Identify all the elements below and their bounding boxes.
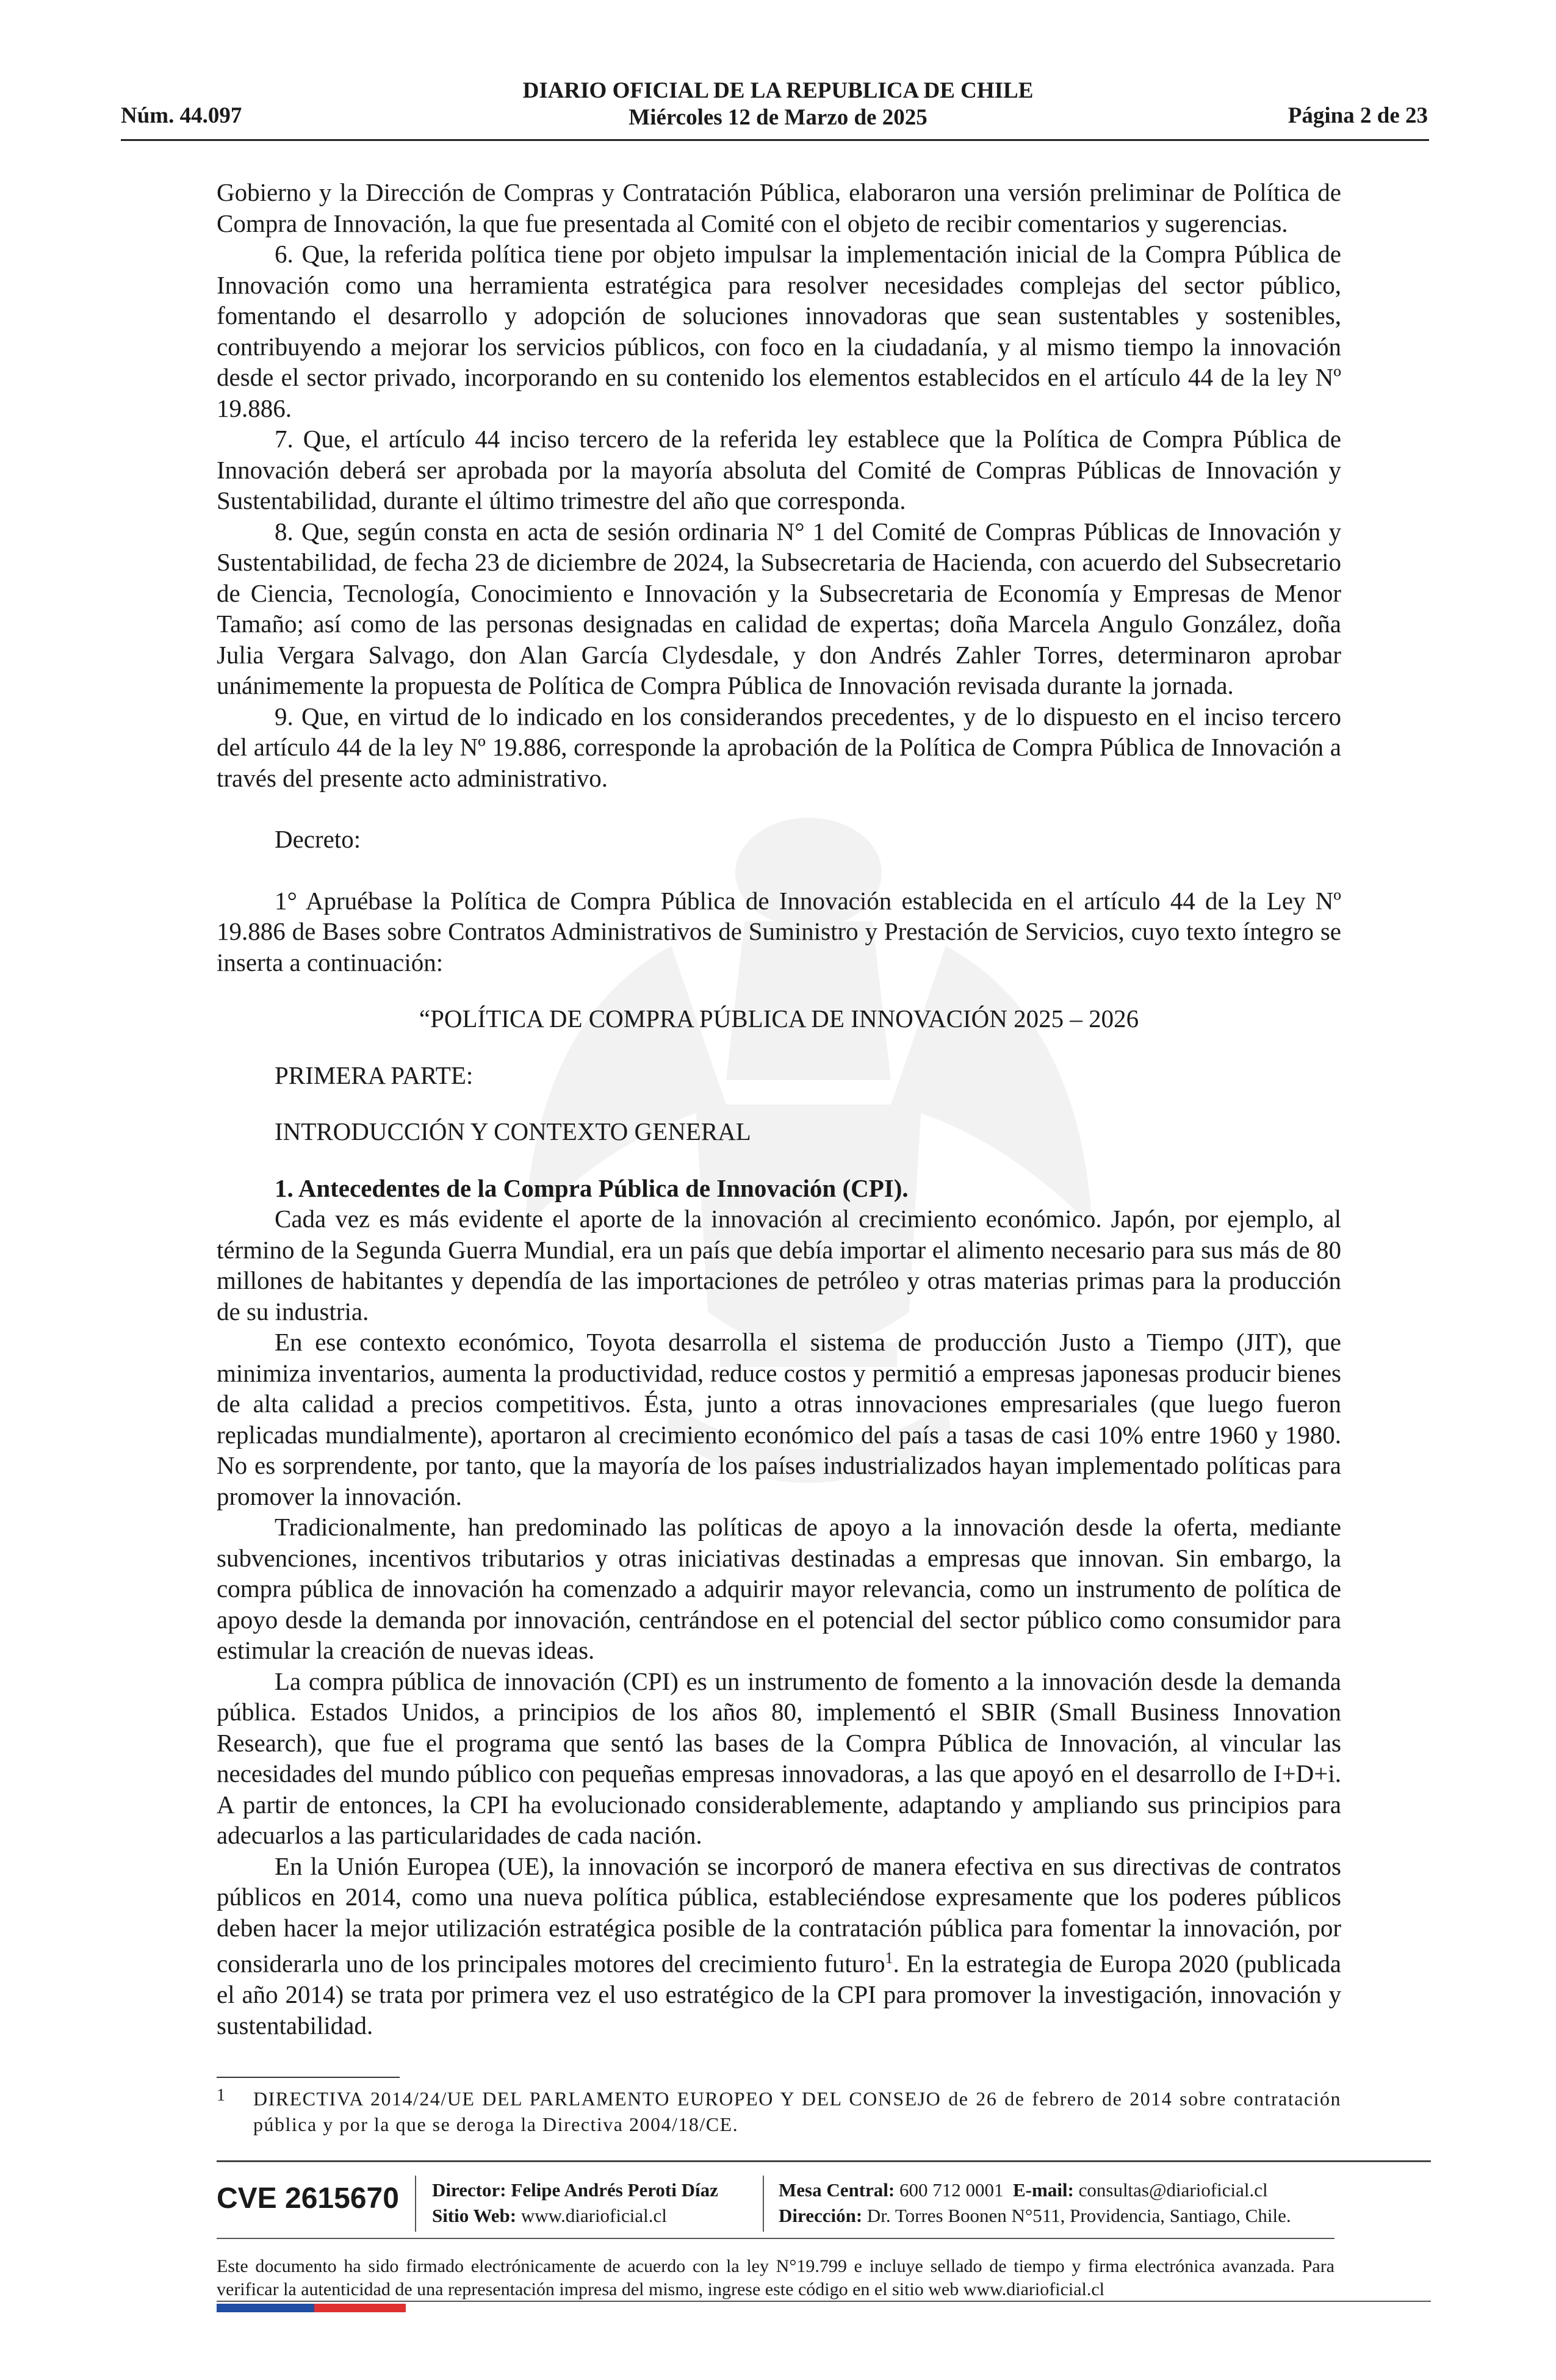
paragraph-eu-part2: . En la estrategia de Europa 2020 (publicada el año 2014) se trata por primera vez el uso estratégico de la CPI para promover la investigación, innovación y sustentabilidad. bbox=[217, 1949, 1341, 2039]
considerando-9: 9. Que, en virtud de lo indicado en los considerandos precedentes, y de lo dispuesto en el inciso tercero del artículo 44 de la ley Nº 19.886, corresponde la aprobación de la Política de Compra Pública de Innovación a través del presente acto administrativo. bbox=[217, 702, 1341, 792]
paragraph-toyota: En ese contexto económico, Toyota desarrolla el sistema de producción Justo a Tiempo (JIT), que minimiza inventarios, aumenta la productividad, reduce costos y permitió a empresas japonesas producir bienes de alta calidad a precios competitivos. Ésta, junto a otras innovaciones empresariales (que luego fueron replicadas mundialmente), aportaron al crecimiento económico del país a tasas de casi 10% entre 1960 y 1980. No es sorprendente, por tanto, que la mayoría de los países industrializados hayan implementado políticas para promover la innovación. bbox=[217, 1328, 1341, 1510]
footer-separator bbox=[415, 2176, 416, 2232]
footnote-reference[interactable]: 1 bbox=[885, 1949, 893, 1967]
footer-director-block bbox=[432, 2177, 718, 2229]
website-label: Sitio Web: bbox=[432, 2205, 517, 2226]
mesa-label: Mesa Central: bbox=[779, 2179, 895, 2201]
part-label: PRIMERA PARTE: bbox=[275, 1061, 474, 1089]
section-heading-1: 1. Antecedentes de la Compra Pública de Innovación (CPI). bbox=[275, 1174, 909, 1202]
paragraph-eu bbox=[217, 1851, 1341, 2041]
footer-divider-bottom bbox=[217, 2301, 1431, 2302]
paragraph-traditional: Tradicionalmente, han predominado las políticas de apoyo a la innovación desde la oferta, mediante subvenciones, incentivos tributarios y otras iniciativas destinadas a empresas que innovan. Sin embargo, la compra pública de innovación ha comenzado a adquirir mayor relevancia, como un instrumento de política de apoyo desde la demanda por innovación, centrándose en el potencial del sector público como consumidor para estimular la creación de nuevas ideas. bbox=[217, 1513, 1341, 1664]
paragraph-japan: Cada vez es más evidente el aporte de la innovación al crecimiento económico. Japón, por ejemplo, al término de la Segunda Guerra Mundial, era un país que debía importar el alimento necesario para sus más de 80 millones de habitantes y dependía de las importaciones de petróleo y otras materias primas para la producción de su industria. bbox=[217, 1205, 1341, 1325]
flag-stripe-red bbox=[314, 2304, 406, 2312]
section-title: INTRODUCCIÓN Y CONTEXTO GENERAL bbox=[275, 1117, 751, 1145]
policy-title: “POLÍTICA DE COMPRA PÚBLICA DE INNOVACIÓN 2025 – 2026 bbox=[419, 1004, 1139, 1033]
considerando-7: 7. Que, el artículo 44 inciso tercero de la referida ley establece que la Política de Compra Pública de Innovación deberá ser aprobada por la mayoría absoluta del Comité de Compras Públicas de Innovación y Sustentabilidad, durante el último trimestre del año que corresponda. bbox=[217, 425, 1341, 514]
paragraph-intro: Gobierno y la Dirección de Compras y Contratación Pública, elaboraron una versión preliminar de Política de Compra de Innovación, la que fue presentada al Comité con el objeto de recibir comentarios y sugerencias. bbox=[217, 178, 1341, 237]
authenticity-note: Este documento ha sido firmado electrónicamente de acuerdo con la ley N°19.799 e incluye sellado de tiempo y firma electrónica avanzada. Para verificar la autenticidad de una representación impresa del mismo, ingrese este código en el sitio web www.diarioficial.cl bbox=[217, 2256, 1334, 2299]
footnote-divider bbox=[217, 2077, 400, 2078]
address-label: Dirección: bbox=[779, 2205, 863, 2226]
footer-divider-middle bbox=[217, 2238, 1334, 2239]
email-label: E-mail: bbox=[1013, 2179, 1074, 2201]
issue-date: Miércoles 12 de Marzo de 2025 bbox=[629, 105, 927, 130]
page-number: Página 2 de 23 bbox=[1288, 103, 1428, 128]
footnote-text: DIRECTIVA 2014/24/UE DEL PARLAMENTO EUROPEO Y DEL CONSEJO de 26 de febrero de 2014 sobre contratación pública y por la que se deroga la Directiva 2004/18/CE. bbox=[253, 2088, 1341, 2135]
flag-stripe-blue bbox=[217, 2304, 314, 2312]
header-divider bbox=[121, 139, 1429, 141]
email-link[interactable]: consultas@diarioficial.cl bbox=[1078, 2179, 1268, 2201]
paragraph-eu-part1: En la Unión Europea (UE), la innovación se incorporó de manera efectiva en sus directivas de contratos públicos en 2014, como una nueva política pública, estableciéndose expresamente que los poderes públicos deben hacer la mejor utilización estratégica posible de la contratación pública para fomentar la innovación, por considerarla uno de los principales motores del crecimiento futuro bbox=[217, 1852, 1341, 1978]
cve-code: CVE 2615670 bbox=[217, 2182, 399, 2215]
footer-separator bbox=[763, 2176, 764, 2232]
newspaper-title: DIARIO OFICIAL DE LA REPUBLICA DE CHILE bbox=[522, 78, 1034, 103]
website-link[interactable]: www.diarioficial.cl bbox=[520, 2205, 667, 2226]
phone-number: 600 712 0001 bbox=[899, 2179, 1004, 2201]
footer-divider-top bbox=[217, 2160, 1431, 2162]
address: Dr. Torres Boonen N°511, Providencia, Santiago, Chile. bbox=[866, 2205, 1291, 2226]
decreto-label: Decreto: bbox=[275, 825, 361, 853]
director-name: Felipe Andrés Peroti Díaz bbox=[511, 2179, 718, 2201]
footnote-number: 1 bbox=[217, 2086, 225, 2105]
footer-contact-block bbox=[779, 2177, 1291, 2229]
paragraph-cpi: La compra pública de innovación (CPI) es un instrumento de fomento a la innovación desde la demanda pública. Estados Unidos, a principios de los años 80, implementó el SBIR (Small Business Innovation Research), que fue el programa que sentó las bases de la Compra Pública de Innovación, al vincular las necesidades del mundo público con pequeñas empresas innovadoras, a las que apoyó en el desarrollo de I+D+i. A partir de entonces, la CPI ha evolucionado considerablemente, adaptando y ampliando sus principios para adecuarlos a las particularidades de cada nación. bbox=[217, 1667, 1341, 1849]
article-1: 1° Apruébase la Política de Compra Pública de Innovación establecida en el artículo 44 de la Ley Nº 19.886 de Bases sobre Contratos Administrativos de Suministro y Prestación de Servicios, cuyo texto íntegro se inserta a continuación: bbox=[217, 886, 1341, 976]
director-label: Director: bbox=[432, 2179, 506, 2201]
considerando-8: 8. Que, según consta en acta de sesión ordinaria N° 1 del Comité de Compras Públicas de Innovación y Sustentabilidad, de fecha 23 de diciembre de 2024, la Subsecretaria de Hacienda, con acuerdo del Subsecretario de Ciencia, Tecnología, Conocimiento e Innovación y la Subsecretaria de Economía y Empresas de Menor Tamaño; así como de las personas designadas en calidad de expertas; doña Marcela Angulo González, doña Julia Vergara Salvago, don Alan García Clydesdale, y don Andrés Zahler Torres, determinaron aprobar unánimemente la propuesta de Política de Compra Pública de Innovación revisada durante la jornada. bbox=[217, 517, 1341, 699]
issue-number: Núm. 44.097 bbox=[121, 103, 242, 128]
document-body bbox=[217, 177, 1341, 2041]
considerando-6: 6. Que, la referida política tiene por objeto impulsar la implementación inicial de la Compra Pública de Innovación como una herramienta estratégica para resolver necesidades complejas del sector público, fomentando el desarrollo y adopción de soluciones innovadoras que sean sustentables y sostenibles, contribuyendo a mejorar los servicios públicos, con foco en la ciudadanía, y al mismo tiempo la innovación desde el sector privado, incorporando en su contenido los elementos establecidos en el artículo 44 de la ley Nº 19.886. bbox=[217, 240, 1341, 422]
